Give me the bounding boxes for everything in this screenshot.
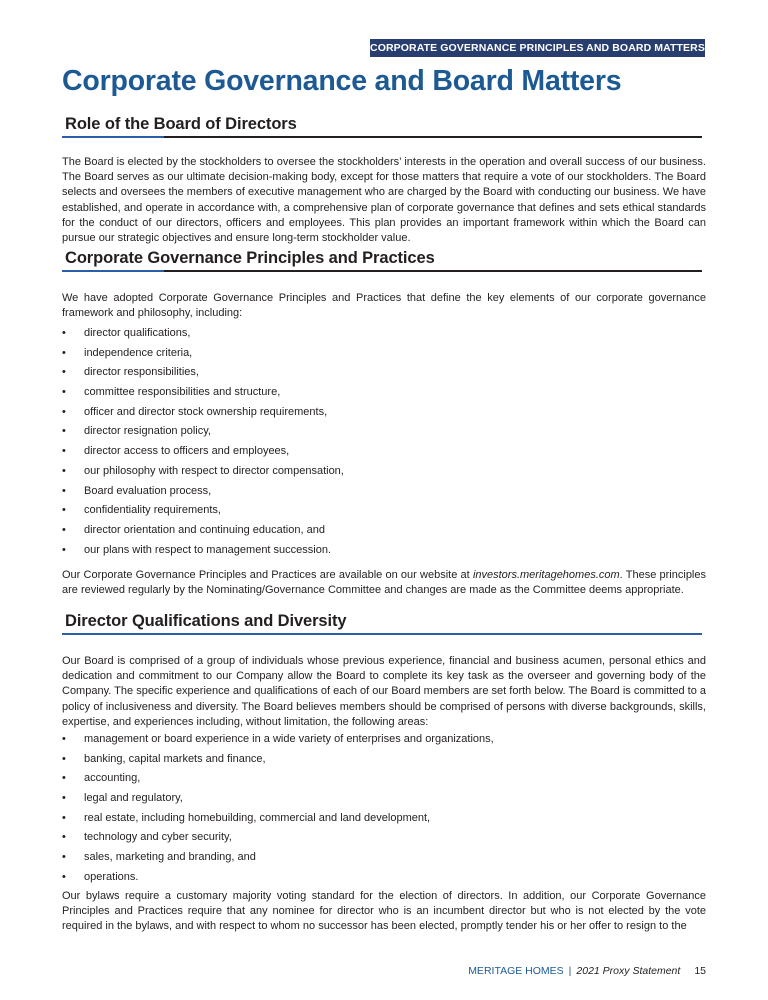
section-heading-role-of-board — [62, 114, 702, 138]
list-item: • director orientation and continuing education, and — [62, 523, 325, 536]
bullet-icon: • — [62, 464, 66, 477]
list-item: • our plans with respect to management succession. — [62, 543, 332, 556]
page-number: 15 — [694, 965, 706, 977]
list-item: • technology and cyber security, — [62, 831, 232, 844]
list-item: • management or board experience in a wide variety of enterprises and organizations, — [62, 733, 494, 745]
heading-rule-accent — [62, 270, 164, 272]
website-link[interactable]: investors.meritagehomes.com — [472, 569, 620, 581]
bullet-icon: • — [62, 484, 66, 497]
bullet-icon: • — [62, 772, 66, 785]
list-item: • director responsibilities, — [62, 366, 199, 379]
section-heading-text: Director Qualifications and Diversity — [65, 612, 347, 630]
bullet-icon: • — [62, 792, 66, 805]
bullet-icon: • — [62, 523, 66, 536]
bullet-icon: • — [62, 831, 66, 844]
section-heading-director-qualifications — [62, 611, 702, 635]
heading-rule — [62, 270, 702, 272]
list-item: • officer and director stock ownership requirements, — [62, 405, 328, 418]
footer-separator: | — [568, 965, 572, 977]
list-item: • sales, marketing and branding, and — [62, 851, 256, 864]
list-item: • independence criteria, — [62, 346, 193, 359]
list-item: • operations. — [62, 870, 139, 883]
section-heading-governance-principles — [62, 248, 702, 272]
bullet-icon: • — [62, 870, 66, 883]
bullet-icon: • — [62, 425, 66, 438]
list-item: • real estate, including homebuilding, commercial and land development, — [62, 811, 431, 824]
list-item: • our philosophy with respect to director compensation, — [62, 464, 344, 477]
bullet-icon: • — [62, 752, 66, 765]
page-footer — [468, 965, 706, 977]
heading-rule — [62, 633, 702, 635]
section-heading-text: Role of the Board of Directors — [65, 115, 297, 133]
heading-rule-accent — [62, 136, 164, 138]
list-item: • director resignation policy, — [62, 425, 211, 438]
bullet-icon: • — [62, 543, 66, 556]
bullet-icon: • — [62, 386, 66, 399]
section-heading-text: Corporate Governance Principles and Practices — [65, 249, 435, 267]
bullet-icon: • — [62, 405, 66, 418]
governance-principles-list — [62, 326, 706, 562]
bullet-icon: • — [62, 346, 66, 359]
footer-brand: MERITAGE HOMES — [468, 965, 564, 977]
bullet-icon: • — [62, 366, 66, 379]
list-item: • director qualifications, — [62, 327, 191, 339]
heading-rule — [62, 136, 702, 138]
list-item: • Board evaluation process, — [62, 484, 212, 497]
list-item: • confidentiality requirements, — [62, 504, 221, 517]
governance-principles-closing: Our Corporate Governance Principles and Practices are available on our website at investors.meritagehomes.com. These principles are reviewed regularly by the Nominating/Governance Committee and changes are made as the Committee deems appropriate. — [62, 569, 706, 597]
bullet-icon: • — [62, 851, 66, 864]
list-item: • director access to officers and employees, — [62, 445, 290, 458]
bullet-icon: • — [62, 327, 66, 339]
bullet-icon: • — [62, 733, 66, 745]
governance-principles-intro: We have adopted Corporate Governance Principles and Practices that define the key elements of our corporate governance framework and philosophy, including: — [62, 292, 706, 320]
bullet-icon: • — [62, 811, 66, 824]
list-item: • legal and regulatory, — [62, 792, 183, 805]
section-banner: CORPORATE GOVERNANCE PRINCIPLES AND BOARD MATTERS — [370, 39, 705, 57]
footer-document-name: 2021 Proxy Statement — [576, 965, 681, 977]
role-of-board-paragraph: The Board is elected by the stockholders to oversee the stockholders’ interests in the operation and overall success of our business. The Board serves as our ultimate decision-making body, except for those matters that require a vote of our stockholders. The Board selects and oversees the members of executive management who are charged by the Board with conducting our business. We have established, and operate in accordance with, a comprehensive plan of corporate governance that defines and sets ethical standards for the conduct of our directors, officers and employees. This plan provides an important framework within which the Board can pursue our strategic objectives and ensure long-term stockholder value. — [62, 156, 706, 245]
director-qualifications-list — [62, 732, 706, 890]
bullet-icon: • — [62, 504, 66, 517]
list-item: • accounting, — [62, 772, 141, 785]
director-qualifications-intro: Our Board is comprised of a group of individuals whose previous experience, financial and business acumen, personal ethics and dedication and commitment to our Company allow the Board to complete its key task as the overseer and governing body of the Company. The specific experience and qualifications of each of our Board members are set forth below. The Board is committed to a policy of inclusiveness and diversity. The Board believes members should be comprised of persons with diverse backgrounds, skills, expertise, and experiences including, without limitation, the following areas: — [62, 655, 706, 728]
list-item: • committee responsibilities and structure, — [62, 386, 281, 399]
page-title: Corporate Governance and Board Matters — [62, 65, 622, 97]
list-item: • banking, capital markets and finance, — [62, 752, 266, 765]
bullet-icon: • — [62, 445, 66, 458]
director-qualifications-closing: Our bylaws require a customary majority voting standard for the election of directors. In addition, our Corporate Governance Principles and Practices require that any nominee for director who is an incumbent director but who is not elected by the vote required in the bylaws, and with respect to whom no successor has been elected, promptly tender his or her offer to resign to the — [62, 890, 706, 933]
